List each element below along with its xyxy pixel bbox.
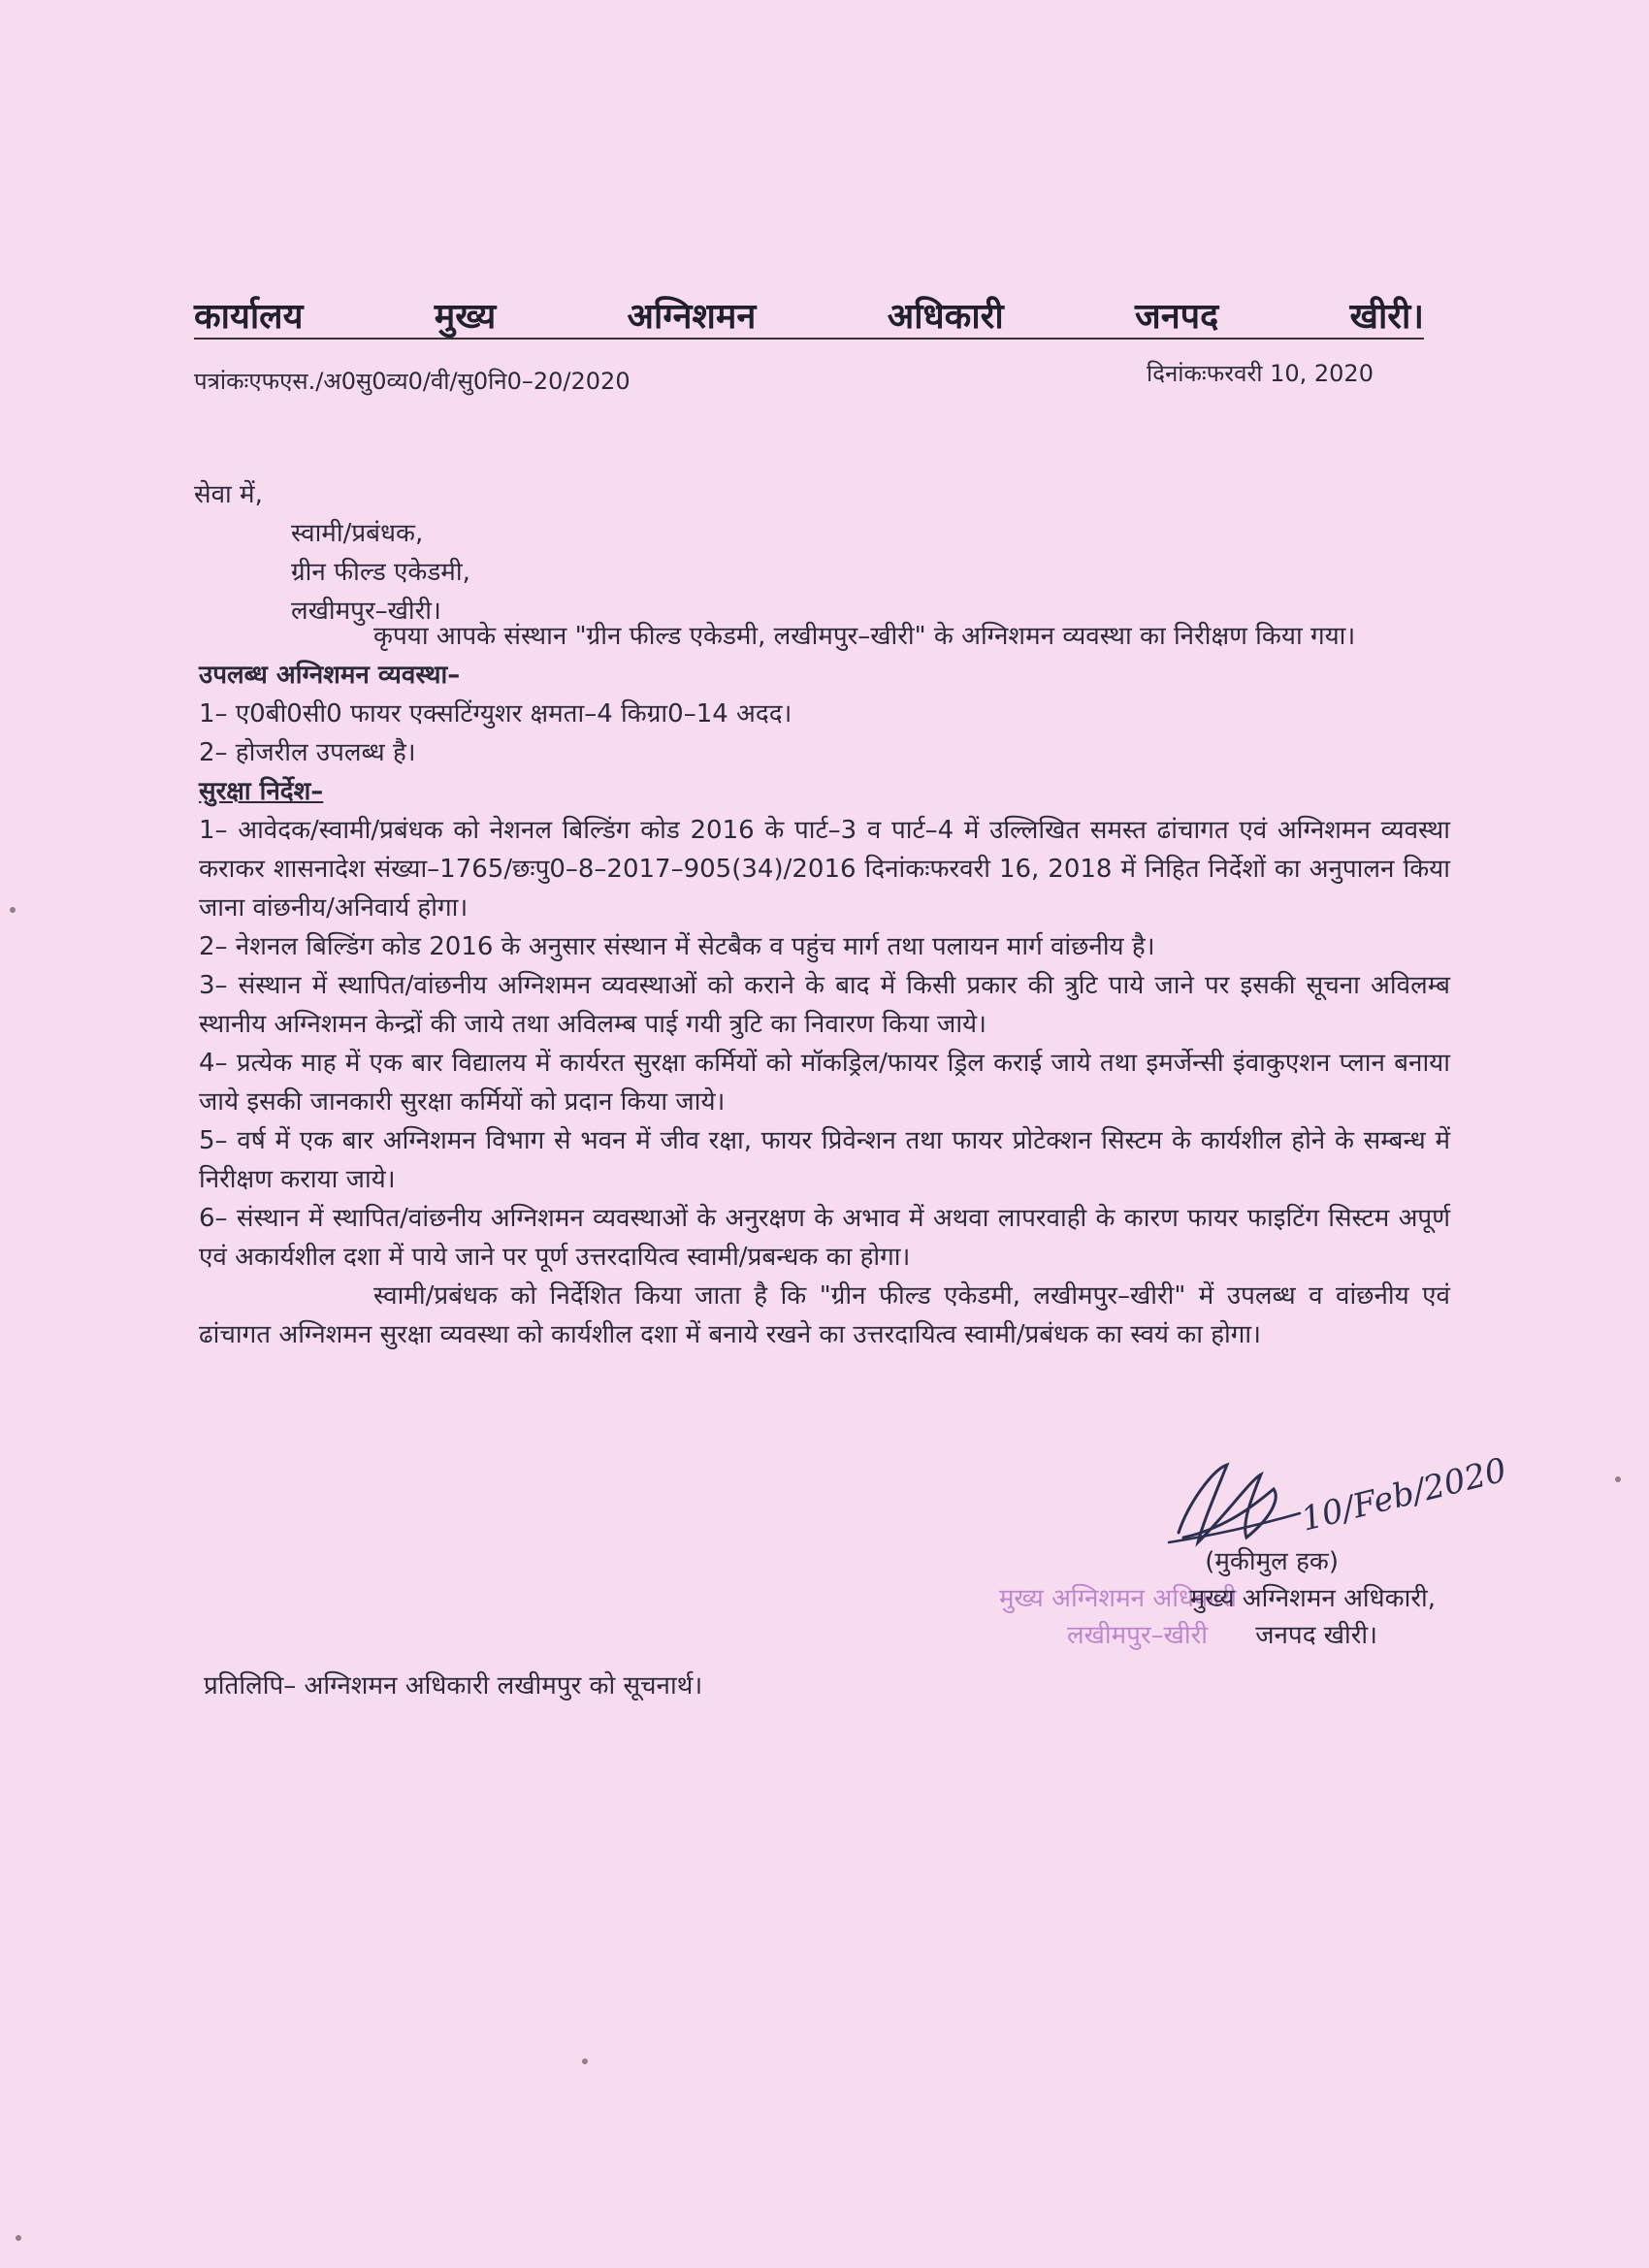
available-item: 2– होजरील उपलब्ध है।	[199, 738, 416, 767]
signatory-designation: मुख्य अग्निशमन अधिकारी,	[1189, 1584, 1436, 1613]
available-item: 1– ए0बी0सी0 फायर एक्सटिंग्युशर क्षमता–4 किग्रा0–14 अदद।	[199, 699, 792, 729]
available-heading: उपलब्ध अग्निशमन व्यवस्था–	[199, 661, 461, 690]
office-stamp-line: लखीमपुर–खीरी	[1067, 1621, 1208, 1650]
scan-speck	[1615, 1476, 1621, 1482]
letterhead	[194, 291, 1424, 339]
safety-item: 3– संस्थान में स्थापित/वांछनीय अग्निशमन व्यवस्थाओं को कराने के बाद में किसी प्रकार की त्रुटि पाये जाने पर इसकी सूचना अविलम्ब स्थानीय अग्निशमन केन्द्रों की जाये तथा अविलम्ब पाई गयी त्रुटि का निवारण किया जाये।	[199, 971, 1450, 1039]
safety-item: 1– आवेदक/स्वामी/प्रबंधक को नेशनल बिल्डिंग कोड 2016 के पार्ट–3 व पार्ट–4 में उल्लिखित समस्त ढांचागत एवं अग्निशमन व्यवस्था कराकर शासनादेश संख्या–1765/छःपु0–8–2017–905(34)/2016 दिनांकःफरवरी 16, 2018 में निहित निर्देशों का अनुपालन किया जाना वांछनीय/अनिवार्य होगा।	[199, 816, 1450, 923]
scan-speck	[10, 907, 16, 913]
letterhead-district-label: जनपद	[1134, 297, 1219, 337]
signature-date: 10/Feb/2020	[1297, 1450, 1511, 1539]
addressee-line: स्वामी/प्रबंधक,	[291, 519, 424, 548]
office-stamp-line: मुख्य अग्निशमन अधिकारी	[999, 1584, 1238, 1613]
copy-to: प्रतिलिपि– अग्निशमन अधिकारी लखीमपुर को सूचनार्थ।	[204, 1671, 703, 1701]
reference-number: पत्रांकःएफएस./अ0सु0व्य0/वी/सु0नि0–20/2020	[194, 368, 630, 395]
signatory-name: (मुकीमुल हक)	[1205, 1547, 1339, 1576]
salutation: सेवा में,	[194, 480, 263, 509]
addressee-line: लखीमपुर–खीरी।	[291, 597, 441, 626]
letterhead-officer: अधिकारी	[887, 297, 1004, 337]
scan-speck	[16, 2235, 21, 2241]
closing-paragraph: स्वामी/प्रबंधक को निर्देशित किया जाता है कि "ग्रीन फील्ड एकेडमी, लखीमपुर–खीरी" में उपलब्ध व वांछनीय एवं ढांचागत अग्निशमन सुरक्षा व्यवस्था को कार्यशील दशा में बनाये रखने का उत्तरदायित्व स्वामी/प्रबंधक का स्वयं का होगा।	[199, 1281, 1450, 1349]
safety-item: 6– संस्थान में स्थापित/वांछनीय अग्निशमन व्यवस्थाओं के अनुरक्षण के अभाव में अथवा लापरवाही के कारण फायर फाइटिंग सिस्टम अपूर्ण एवं अकार्यशील दशा में पाये जाने पर पूर्ण उत्तरदायित्व स्वामी/प्रबन्धक का होगा।	[199, 1204, 1450, 1272]
letterhead-district: खीरी।	[1349, 297, 1424, 337]
addressee-block	[194, 475, 470, 631]
letterhead-fire: अग्निशमन	[627, 297, 757, 337]
safety-heading: सुरक्षा निर्देश–	[199, 777, 324, 806]
letterhead-rule	[194, 338, 1424, 340]
signatory-district: जनपद खीरी।	[1255, 1621, 1377, 1650]
safety-item: 5– वर्ष में एक बार अग्निशमन विभाग से भवन में जीव रक्षा, फायर प्रिवेन्शन तथा फायर प्रोटेक्शन सिस्टम के कार्यशील होने के सम्बन्ध में निरीक्षण कराया जाये।	[199, 1126, 1450, 1194]
letter-body	[199, 617, 1450, 1354]
safety-item: 4– प्रत्येक माह में एक बार विद्यालय में कार्यरत सुरक्षा कर्मियों को मॉकड्रिल/फायर ड्रिल कराई जाये तथा इमर्जेन्सी इंवाकुएशन प्लान बनाया जाये इसकी जानकारी सुरक्षा कर्मियों को प्रदान किया जाये।	[199, 1049, 1450, 1117]
letterhead-office: कार्यालय	[194, 297, 304, 337]
letterhead-chief: मुख्य	[434, 297, 497, 337]
scan-speck	[582, 2058, 588, 2064]
signature-block	[999, 1445, 1511, 1678]
addressee-line: ग्रीन फील्ड एकेडमी,	[291, 558, 470, 587]
letter-date: दिनांकःफरवरी 10, 2020	[1147, 360, 1374, 387]
intro-paragraph: कृपया आपके संस्थान "ग्रीन फील्ड एकेडमी, लखीमपुर–खीरी" के अग्निशमन व्यवस्था का निरीक्षण किया गया।	[373, 622, 1356, 651]
safety-item: 2– नेशनल बिल्डिंग कोड 2016 के अनुसार संस्थान में सेटबैक व पहुंच मार्ग तथा पलायन मार्ग वांछनीय है।	[199, 932, 1155, 961]
